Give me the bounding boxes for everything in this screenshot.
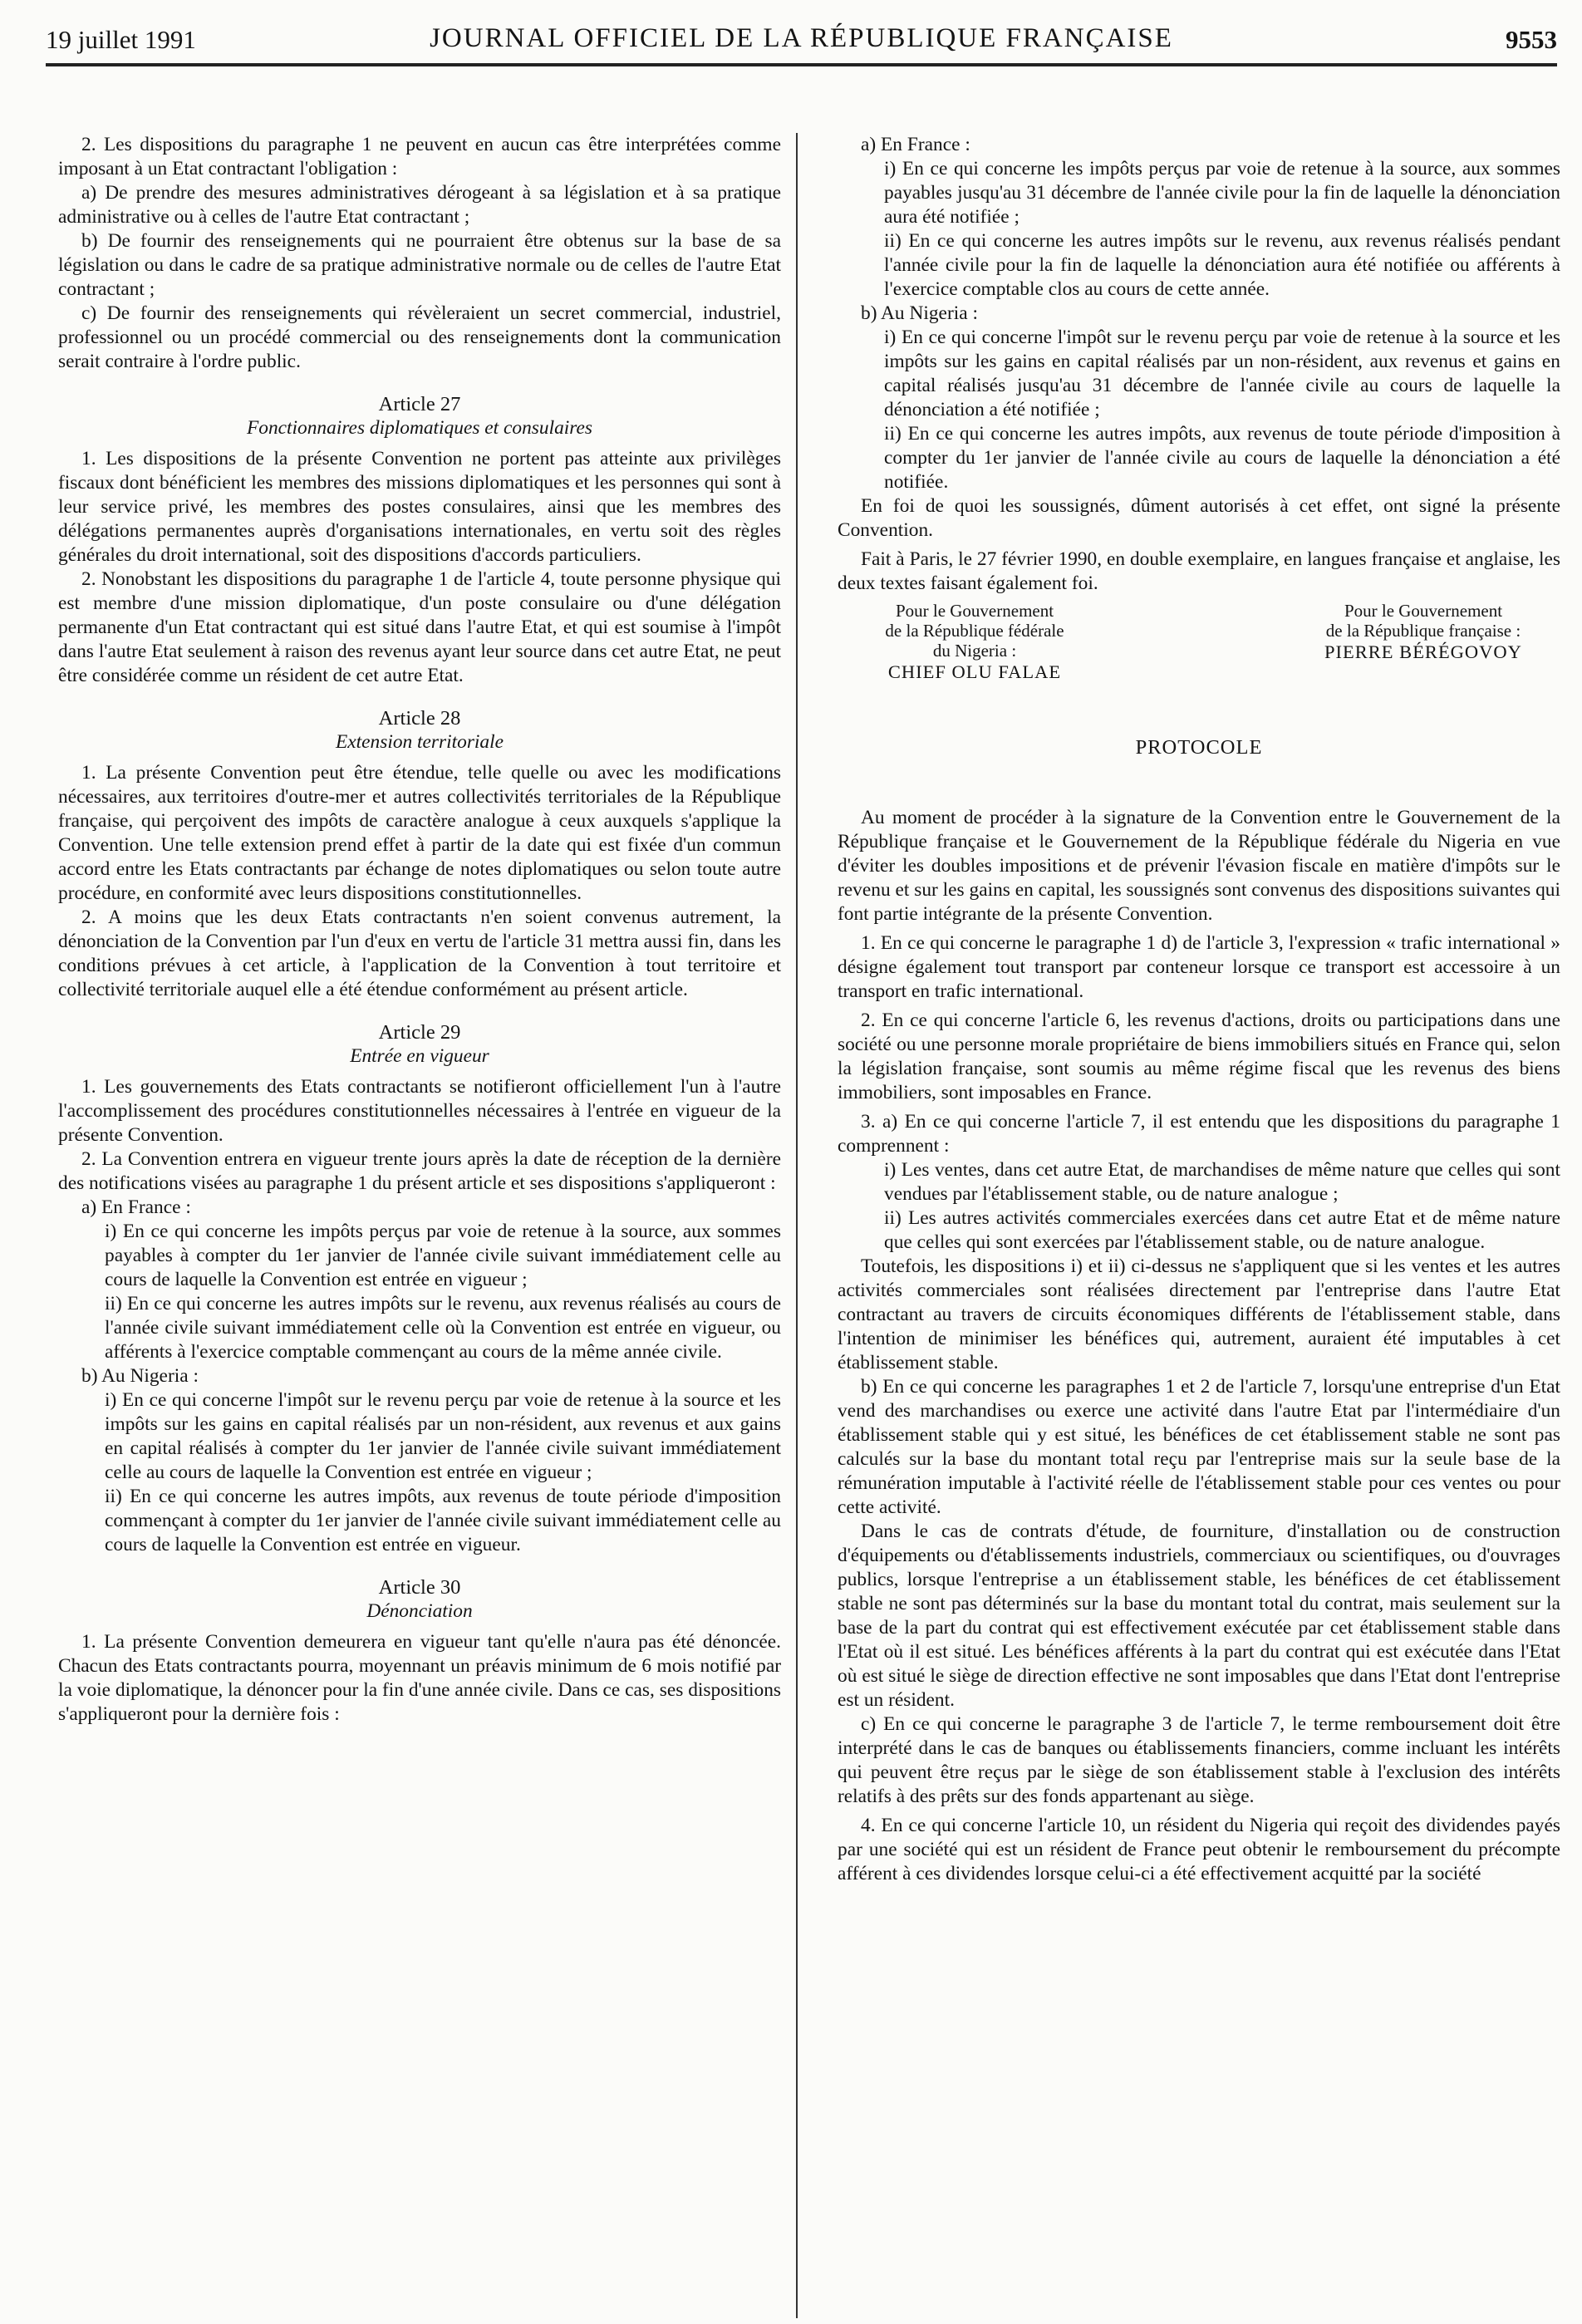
article-30-subtitle: Dénonciation — [366, 1600, 473, 1622]
article-28-subtitle: Extension territoriale — [335, 731, 504, 753]
signatory-line: de la République fédérale — [885, 621, 1064, 641]
signatory-line: du Nigeria : — [932, 641, 1017, 661]
paragraph: a) De prendre des mesures administratives dérogeant à sa législation et à sa pratique administrative ou à celles de l'autre Etat contractant ; — [58, 182, 781, 228]
signatory-line: Pour le Gouvernement — [895, 601, 1054, 621]
signatory-line: Pour le Gouvernement — [1344, 601, 1503, 621]
paragraph: a) En France : — [861, 134, 970, 155]
paragraph: ii) En ce qui concerne les autres impôts sur le revenu, aux revenus réalisés au cours de l'année civile suivant immédiatement celle où la Convention est entrée en vigueur, ou afférents à l'exercice comptable commençant au cours de la même année civile. — [105, 1293, 781, 1363]
paragraph: 3. a) En ce qui concerne l'article 7, il est entendu que les dispositions du paragraphe 1 comprennent : — [838, 1111, 1560, 1157]
paragraph: 2. En ce qui concerne l'article 6, les revenus d'actions, droits ou participations dans une société ou une personne morale propriétaire de biens immobiliers situés en France qui, selon la législation française, sont soumis au même régime fiscal que les revenus des biens immobiliers, sont imposables en France. — [838, 1010, 1560, 1103]
paragraph: Dans le cas de contrats d'étude, de fourniture, d'installation ou de construction d'équipements ou d'établissements industriels, commerciaux ou scientifiques, ou d'ouvrages publics, lorsque l'entreprise a un établissement stable, les bénéfices de cet établissement stable ne sont pas déterminés sur la base du montant total du contrat, mais seulement sur la base de la part du contrat qui est effectivement exécutée par cet établissement stable dans l'Etat où il est situé. Les bénéfices afférents à la part du contrat qui est exécutée dans l'Etat où est situé le siège de direction effective ne sont imposables que dans l'Etat dont l'entreprise est un résident. — [838, 1521, 1560, 1711]
paragraph: i) En ce qui concerne l'impôt sur le revenu perçu par voie de retenue à la source et les impôts sur les gains en capital réalisés par un non-résident, aux revenus et aux gains en capital réalisés à compter du 1er janvier de l'année civile suivant immédiatement celle au cours de laquelle la Convention est entrée en vigueur ; — [105, 1389, 781, 1483]
article-30-title: Article 30 — [378, 1576, 461, 1599]
article-29-title: Article 29 — [378, 1021, 461, 1044]
paragraph: Au moment de procéder à la signature de la Convention entre le Gouvernement de la République française et le Gouvernement de la République fédérale du Nigeria en vue d'éviter les doubles impositions et de prévenir l'évasion fiscale en matière d'impôts sur le revenu et sur les gains en capital, les soussignés sont convenus des dispositions suivantes qui font partie intégrante de la présente Convention. — [838, 807, 1560, 925]
paragraph: b) En ce qui concerne les paragraphes 1 et 2 de l'article 7, lorsqu'une entreprise d'un Etat vend des marchandises ou exerce une activité dans l'autre Etat par l'intermédiaire d'un établissement stable qui y est situé, les bénéfices de cet établissement stable ne sont pas calculés sur la base du montant total reçu par l'entreprise mais sur la seule base de la rémunération imputable à l'activité réelle de l'établissement stable pour ces ventes ou pour cette activité. — [838, 1376, 1560, 1518]
paragraph: c) De fournir des renseignements qui révèleraient un secret commercial, industriel, professionnel ou un procédé commercial ou des renseignements dont la communication serait contraire à l'ordre public. — [58, 302, 781, 372]
journal-title: JOURNAL OFFICIEL DE LA RÉPUBLIQUE FRANÇAISE — [430, 23, 1173, 53]
paragraph: i) Les ventes, dans cet autre Etat, de marchandises de même nature que celles qui sont vendues par l'établissement stable, ou de nature analogue ; — [884, 1159, 1560, 1205]
protocole-title: PROTOCOLE — [1135, 736, 1263, 759]
paragraph: 4. En ce qui concerne l'article 10, un résident du Nigeria qui reçoit des dividendes payés par une société qui est un résident de France peut obtenir le remboursement du précompte afférent à ces dividendes lorsque celui-ci a été effectivement acquitté par la société — [838, 1815, 1560, 1884]
signature-nigeria — [838, 601, 1112, 682]
paragraph: 2. Les dispositions du paragraphe 1 ne peuvent en aucun cas être interprétées comme imposant à un Etat contractant l'obligation : — [58, 134, 781, 179]
column-divider — [796, 133, 798, 2318]
signature-france — [1286, 601, 1560, 682]
signatory-name: PIERRE BÉRÉGOVOY — [1324, 641, 1522, 662]
paragraph: 2. Nonobstant les dispositions du paragraphe 1 de l'article 4, toute personne physique qui est membre d'une mission diplomatique, d'un poste consulaire ou d'une délégation permanente d'un Etat contractant qui est situé dans l'autre Etat, et qui est soumise à l'impôt dans l'autre Etat seulement à raison des revenus ayant leur source dans cet autre Etat, ne peut être considérée comme un résident de cet autre Etat. — [58, 568, 781, 686]
paragraph: En foi de quoi les soussignés, dûment autorisés à cet effet, ont signé la présente Convention. — [838, 495, 1560, 541]
paragraph: a) En France : — [81, 1196, 191, 1218]
header-rule — [46, 63, 1557, 66]
paragraph: 1. La présente Convention demeurera en vigueur tant qu'elle n'aura pas été dénoncée. Chacun des Etats contractants pourra, moyennant un préavis minimum de 6 mois notifié par la voie diplomatique, la dénoncer pour la fin d'une année civile. Dans ce cas, ses dispositions s'appliqueront pour la dernière fois : — [58, 1631, 781, 1725]
paragraph: Fait à Paris, le 27 février 1990, en double exemplaire, en langues française et anglaise, les deux textes faisant également foi. — [838, 548, 1560, 594]
left-column — [58, 133, 781, 2318]
article-28-title: Article 28 — [378, 707, 461, 730]
signature-block — [838, 601, 1560, 682]
paragraph: i) En ce qui concerne l'impôt sur le revenu perçu par voie de retenue à la source et les impôts sur les gains en capital réalisés par un non-résident, aux revenus et gains en capital réalisés jusqu'au 31 décembre de l'année civile au cours de laquelle la dénonciation a été notifiée ; — [884, 327, 1560, 420]
right-column — [838, 133, 1560, 2318]
issue-date: 19 juillet 1991 — [46, 25, 196, 54]
signatory-line: de la République française : — [1325, 621, 1521, 641]
paragraph: 1. Les gouvernements des Etats contractants se notifieront officiellement l'un à l'autre l'accomplissement des procédures constitutionnelles nécessaires à l'entrée en vigueur de la présente Convention. — [58, 1076, 781, 1146]
article-29-subtitle: Entrée en vigueur — [350, 1045, 489, 1067]
paragraph: Toutefois, les dispositions i) et ii) ci-dessus ne s'appliquent que si les ventes et les autres activités commerciales sont réalisées directement par l'entreprise dans l'autre Etat contractant au travers de circuits économiques différents de l'établissement stable, dans l'intention de minimiser les bénéfices qui, autrement, auraient été imputables à cet établissement stable. — [838, 1255, 1560, 1373]
paragraph: i) En ce qui concerne les impôts perçus par voie de retenue à la source, aux sommes payables à compter du 1er janvier de l'année civile suivant immédiatement celle au cours de laquelle la Convention est entrée en vigueur ; — [105, 1221, 781, 1290]
paragraph: ii) Les autres activités commerciales exercées dans cet autre Etat et de même nature que celles qui sont exercées par l'établissement stable, ou de nature analogue. — [884, 1207, 1560, 1253]
paragraph: ii) En ce qui concerne les autres impôts, aux revenus de toute période d'imposition à compter du 1er janvier de l'année civile au cours de laquelle la dénonciation a été notifiée. — [884, 423, 1560, 493]
article-27-subtitle: Fonctionnaires diplomatiques et consulaires — [246, 417, 592, 439]
paragraph: 1. En ce qui concerne le paragraphe 1 d) de l'article 3, l'expression « trafic international » désigne également tout transport par conteneur lorsque ce transport est accessoire à un transport en trafic international. — [838, 932, 1560, 1002]
paragraph: b) De fournir des renseignements qui ne pourraient être obtenus sur la base de sa législation ou dans le cadre de sa pratique administrative normale ou de celles de l'autre Etat contractant ; — [58, 230, 781, 300]
paragraph: 2. A moins que les deux Etats contractants n'en soient convenus autrement, la dénonciation de la Convention par l'un d'eux en vertu de l'article 31 mettra aussi fin, dans les conditions prévues à cet article, à l'application de la Convention à tout territoire et collectivité territoriale auquel elle a été étendue conformément au présent article. — [58, 907, 781, 1000]
paragraph: i) En ce qui concerne les impôts perçus par voie de retenue à la source, aux sommes payables jusqu'au 31 décembre de l'année civile pour la fin de laquelle la dénonciation aura été notifiée ; — [884, 158, 1560, 228]
paragraph: 1. Les dispositions de la présente Convention ne portent pas atteinte aux privilèges fiscaux dont bénéficient les membres des missions diplomatiques et les personnes qui sont à leur service privé, les membres des postes consulaires, ainsi que les membres des délégations permanentes auprès d'organisations internationales, en vertu soit des règles générales du droit international, soit des dispositions d'accords particuliers. — [58, 448, 781, 566]
paragraph: b) Au Nigeria : — [861, 302, 978, 324]
signatory-name: CHIEF OLU FALAE — [887, 661, 1062, 682]
page-number: 9553 — [1506, 25, 1557, 54]
paragraph: ii) En ce qui concerne les autres impôts, aux revenus de toute période d'imposition commençant à compter du 1er janvier de l'année civile suivant immédiatement celle au cours de laquelle la Convention est entrée en vigueur. — [105, 1486, 781, 1555]
paragraph: c) En ce qui concerne le paragraphe 3 de l'article 7, le terme remboursement doit être interprété dans le cas de banques ou établissements financiers, comme incluant les intérêts qui peuvent être reçus par le siège de son établissement stable à l'exclusion des intérêts relatifs à des prêts sur des fonds appartenant au siège. — [838, 1713, 1560, 1807]
paragraph: 2. La Convention entrera en vigueur trente jours après la date de réception de la dernière des notifications visées au paragraphe 1 du présent article et ses dispositions s'appliqueront : — [58, 1148, 781, 1194]
paragraph: b) Au Nigeria : — [81, 1365, 199, 1387]
paragraph: ii) En ce qui concerne les autres impôts sur le revenu, aux revenus réalisés pendant l'année civile pour la fin de laquelle la dénonciation aura été notifiée ou afférents à l'exercice comptable clos au cours de cette année. — [884, 230, 1560, 300]
article-27-title: Article 27 — [378, 393, 461, 415]
page-header — [46, 18, 1557, 68]
paragraph: 1. La présente Convention peut être étendue, telle quelle ou avec les modifications nécessaires, aux territoires d'outre-mer et autres collectivités territoriales de la République française, qui perçoivent des impôts de caractère analogue à ceux auxquels s'applique la Convention. Une telle extension prend effet à partir de la date qui est fixée d'un commun accord entre les Etats contractants par échange de notes diplomatiques ou selon toute autre procédure, en conformité avec leurs dispositions constitutionnelles. — [58, 762, 781, 904]
